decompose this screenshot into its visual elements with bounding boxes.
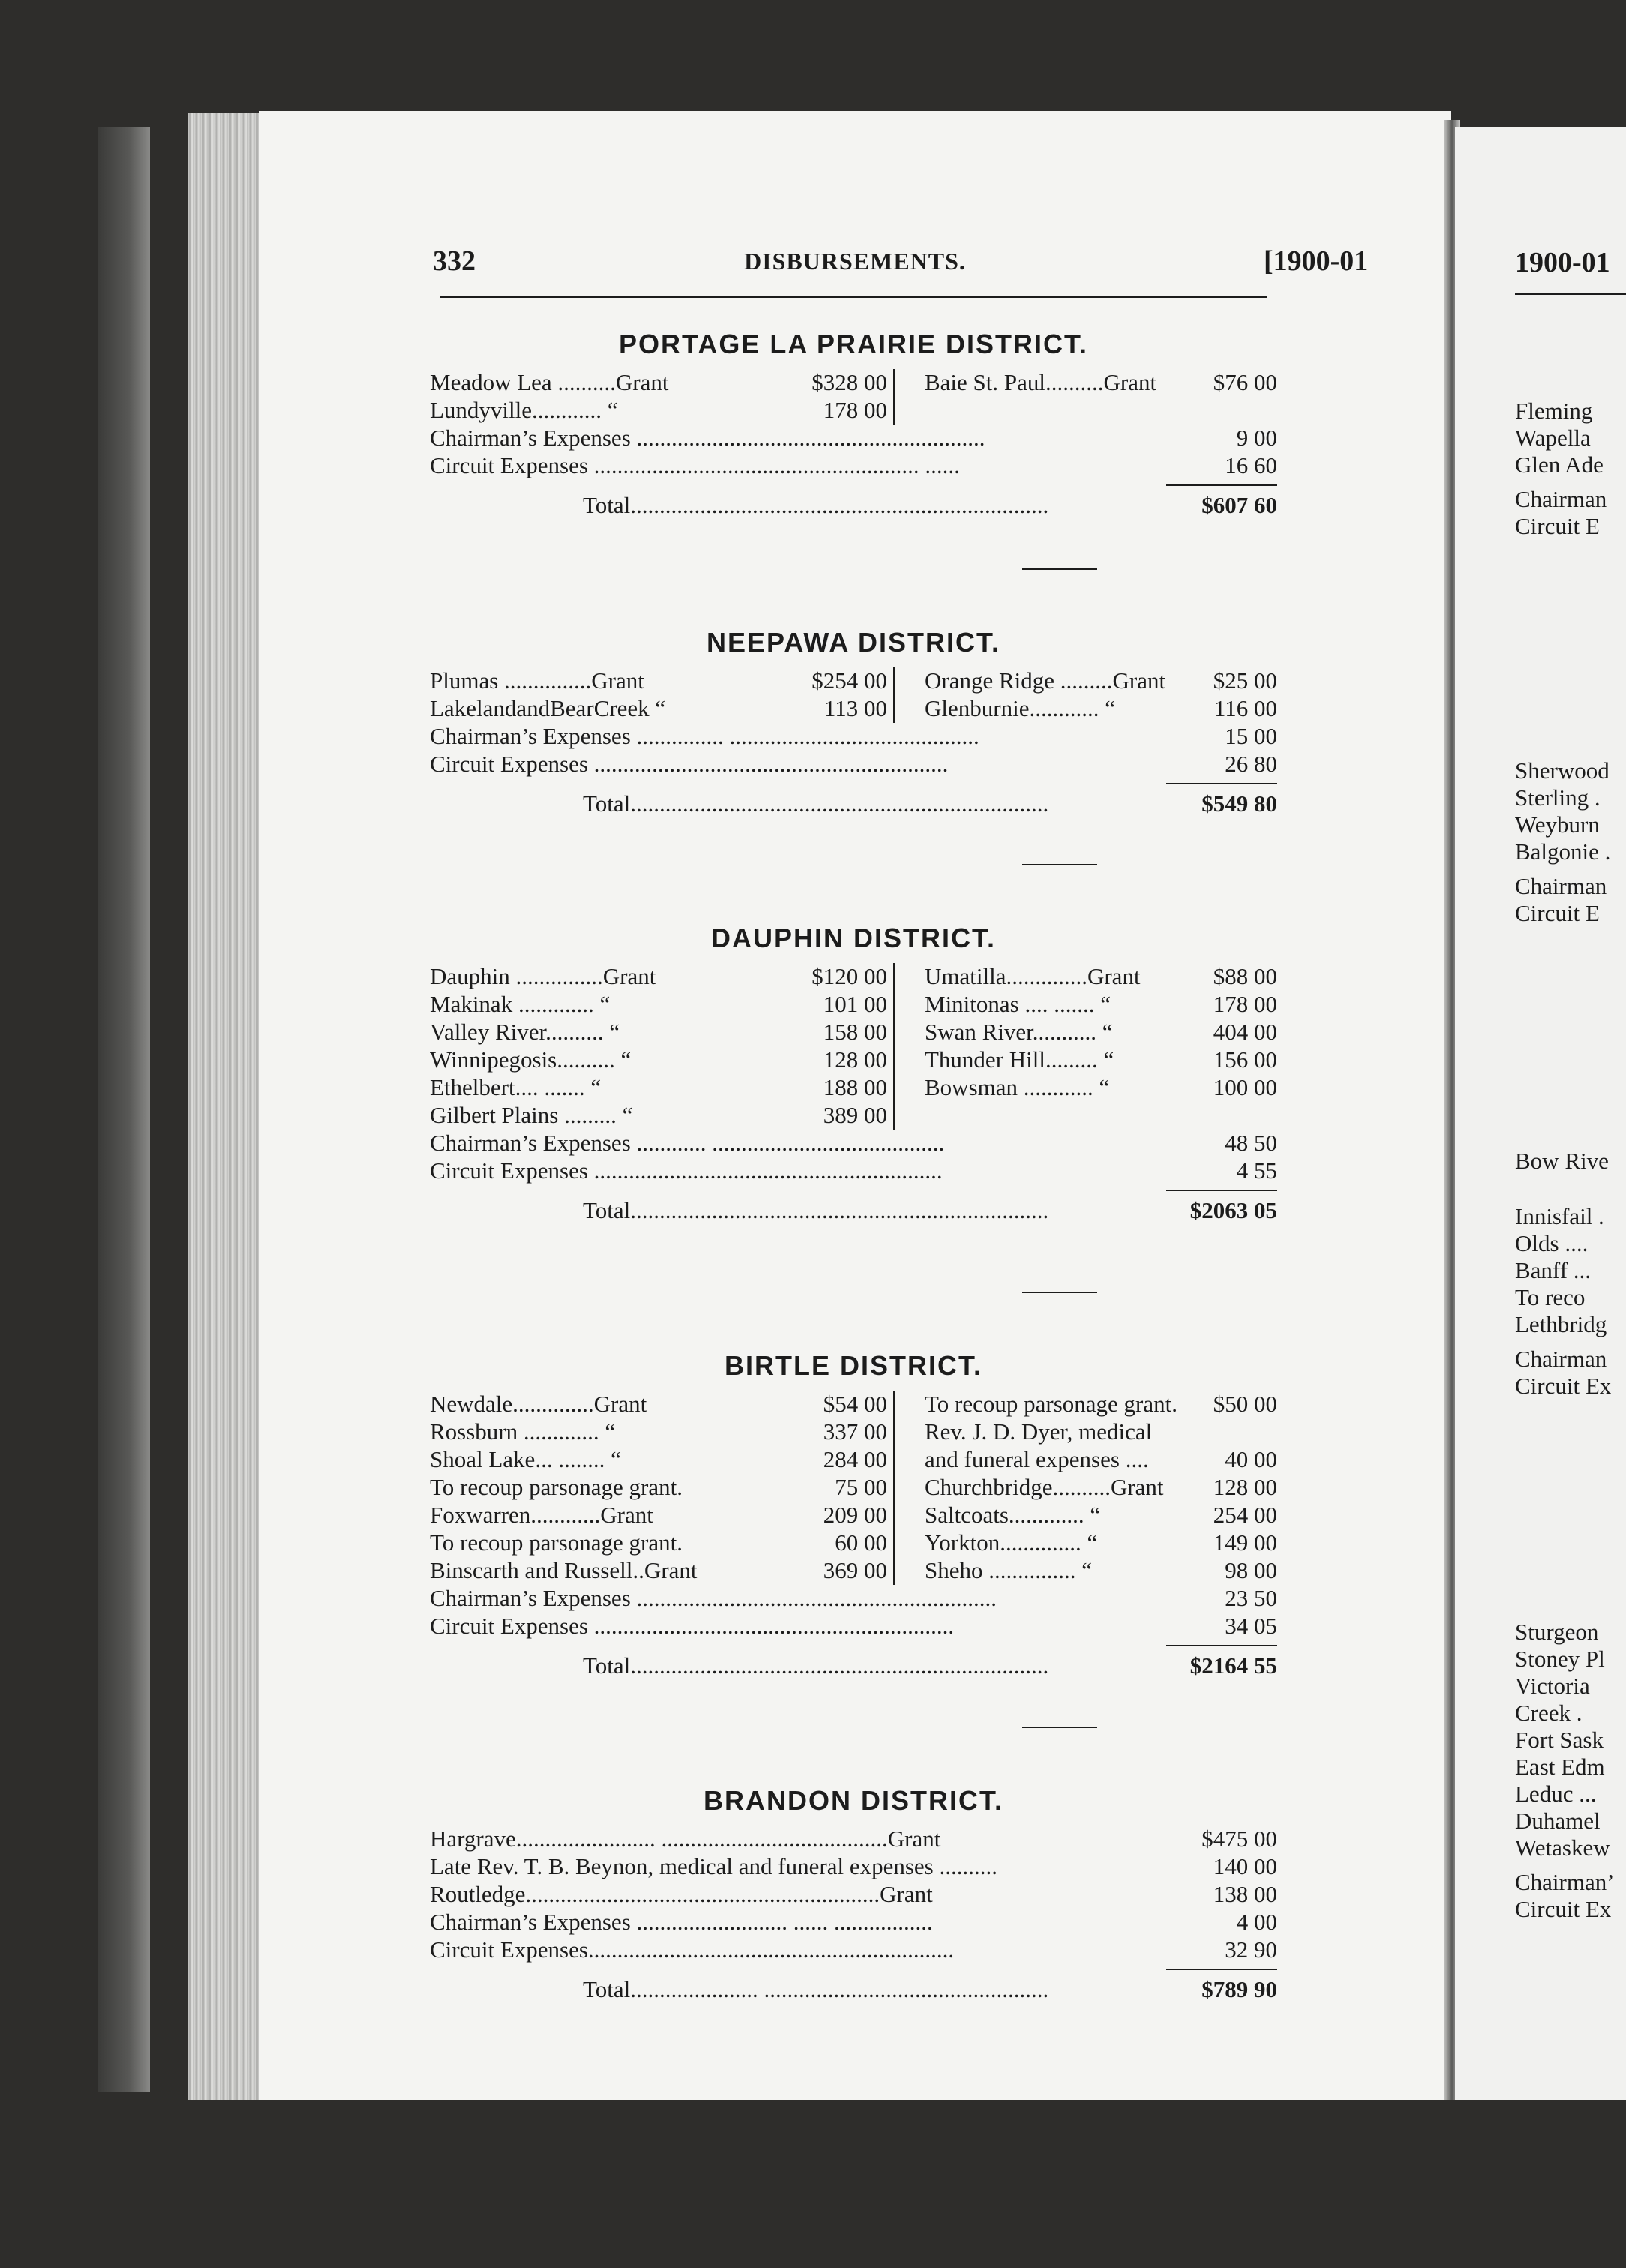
expense-row <box>430 1826 1277 1853</box>
total-rule-wrap <box>430 778 1277 790</box>
right-page-entry: Chairman <box>1515 1346 1607 1372</box>
right-grant-label: Glenburnie............ “ <box>925 695 1115 722</box>
right-grant-amount: $50 00 <box>1213 1390 1277 1417</box>
district-section <box>430 1785 1277 2009</box>
left-grant-amount: $54 00 <box>823 1390 887 1417</box>
left-grant-label: Shoal Lake... ........ “ <box>430 1446 621 1472</box>
left-grant-amount: 178 00 <box>823 397 887 423</box>
header-rule <box>440 296 1267 298</box>
expense-row <box>430 1585 1277 1612</box>
right-page-entry: Wapella <box>1515 424 1591 451</box>
expense-label: Chairman’s Expenses ............................................................ <box>430 424 986 451</box>
column-divider <box>893 1418 895 1446</box>
column-divider <box>893 397 895 424</box>
right-grant-label: Orange Ridge .........Grant <box>925 668 1166 694</box>
left-grant-amount: $328 00 <box>812 369 887 395</box>
district-title: BRANDON DISTRICT. <box>704 1785 1004 1816</box>
right-page-entry: Victoria <box>1515 1672 1590 1699</box>
total-row <box>430 1197 1277 1230</box>
column-divider <box>893 1074 895 1102</box>
right-page-entry: Sterling . <box>1515 784 1600 811</box>
right-grant-label: Churchbridge..........Grant <box>925 1474 1164 1500</box>
grant-row <box>430 1502 1277 1529</box>
total-rule-wrap <box>430 1185 1277 1197</box>
right-grant-amount: $88 00 <box>1213 963 1277 989</box>
column-divider <box>893 369 895 397</box>
left-grant-label: Meadow Lea ..........Grant <box>430 369 669 395</box>
left-grant-label: To recoup parsonage grant. <box>430 1529 682 1556</box>
expense-label: Hargrave........................ .......................................Grant <box>430 1826 941 1852</box>
left-grant-amount: 337 00 <box>823 1418 887 1444</box>
left-grant-label: LakelandandBearCreek “ <box>430 695 666 722</box>
page-edges <box>188 112 262 2100</box>
right-page-entry: Fleming <box>1515 398 1593 424</box>
right-grant-label: Swan River........... “ <box>925 1018 1113 1045</box>
left-grant-amount: 101 00 <box>823 991 887 1017</box>
left-grant-label: Dauphin ...............Grant <box>430 963 656 989</box>
right-grant-label: Yorkton.............. “ <box>925 1529 1098 1556</box>
grant-row <box>430 963 1277 991</box>
right-grant-amount: $76 00 <box>1213 369 1277 395</box>
expense-amount: 4 55 <box>1236 1157 1277 1184</box>
total-amount: $789 90 <box>1202 1976 1277 2002</box>
column-divider <box>893 991 895 1018</box>
right-page-entry: Balgonie . <box>1515 838 1611 865</box>
right-page-entry: Chairman <box>1515 873 1607 899</box>
right-page-entry: Circuit E <box>1515 513 1600 539</box>
total-rule <box>1166 1645 1277 1646</box>
column-divider <box>893 963 895 991</box>
total-label: Total...................... ................................................. <box>583 1976 1049 2002</box>
total-label: Total........................................................................ <box>583 1652 1049 1678</box>
left-grant-label: Rossburn ............. “ <box>430 1418 616 1444</box>
expense-row <box>430 751 1277 778</box>
expense-amount: 48 50 <box>1225 1130 1277 1156</box>
total-row <box>430 1652 1277 1685</box>
column-divider <box>893 1390 895 1418</box>
total-rule <box>1166 1190 1277 1191</box>
left-grant-amount: 60 00 <box>835 1529 887 1556</box>
section-separator <box>1022 864 1097 866</box>
right-grant-amount: 156 00 <box>1213 1046 1277 1072</box>
right-grant-label: Umatilla..............Grant <box>925 963 1141 989</box>
grant-row <box>430 1390 1277 1418</box>
right-page-entry: Innisfail . <box>1515 1203 1604 1229</box>
expense-amount: 23 50 <box>1225 1585 1277 1611</box>
expense-amount: 26 80 <box>1225 751 1277 777</box>
expense-label: Circuit Expenses............................................................... <box>430 1936 955 1963</box>
expense-amount: 140 00 <box>1213 1853 1277 1880</box>
right-page-entry: East Edm <box>1515 1754 1605 1780</box>
right-grant-amount: 128 00 <box>1213 1474 1277 1500</box>
right-grant-amount: 116 00 <box>1214 695 1277 722</box>
right-page-entry: Leduc ... <box>1515 1780 1597 1807</box>
expense-label: Chairman’s Expenses ............... ........................................... <box>430 723 980 749</box>
right-grant-amount: 100 00 <box>1213 1074 1277 1100</box>
grant-row <box>430 991 1277 1018</box>
expense-amount: 9 00 <box>1236 424 1277 451</box>
expense-row <box>430 1853 1277 1881</box>
grant-row <box>430 1074 1277 1102</box>
left-grant-amount: 209 00 <box>823 1502 887 1528</box>
right-grant-amount: 254 00 <box>1213 1502 1277 1528</box>
right-page-entry: Circuit Ex <box>1515 1896 1612 1922</box>
expense-label: Chairman’s Expenses .......................... ...... ................. <box>430 1909 933 1935</box>
expense-row <box>430 1936 1277 1964</box>
left-grant-label: To recoup parsonage grant. <box>430 1474 682 1500</box>
section-separator <box>1022 1292 1097 1293</box>
right-grant-label: Bowsman ............ “ <box>925 1074 1110 1100</box>
expense-row <box>430 723 1277 751</box>
right-page-entry: To reco <box>1515 1284 1586 1310</box>
right-grant-label: Rev. J. D. Dyer, medical <box>925 1418 1153 1444</box>
total-amount: $2063 05 <box>1190 1197 1277 1223</box>
left-grant-label: Plumas ...............Grant <box>430 668 644 694</box>
total-amount: $607 60 <box>1202 492 1277 518</box>
right-grant-amount: 98 00 <box>1225 1557 1277 1583</box>
total-rule <box>1166 783 1277 784</box>
right-page-entry: Sturgeon <box>1515 1618 1599 1645</box>
grant-row <box>430 1529 1277 1557</box>
grant-row <box>430 1018 1277 1046</box>
column-divider <box>893 1046 895 1074</box>
total-row <box>430 492 1277 525</box>
grant-row <box>430 1418 1277 1446</box>
expense-row <box>430 1909 1277 1936</box>
grant-row <box>430 1102 1277 1130</box>
district-title: DAUPHIN DISTRICT. <box>710 922 996 953</box>
expense-row <box>430 1130 1277 1157</box>
left-grant-amount: $120 00 <box>812 963 887 989</box>
right-grant-label: Sheho ............... “ <box>925 1557 1093 1583</box>
left-grant-amount: 75 00 <box>835 1474 887 1500</box>
total-amount: $549 80 <box>1202 790 1277 817</box>
expense-amount: $475 00 <box>1202 1826 1277 1852</box>
grant-row <box>430 397 1277 424</box>
column-divider <box>893 1446 895 1474</box>
grant-row <box>430 369 1277 397</box>
expense-row <box>430 452 1277 480</box>
column-divider <box>893 1474 895 1502</box>
expense-amount: 32 90 <box>1225 1936 1277 1963</box>
left-grant-amount: 369 00 <box>823 1557 887 1583</box>
expense-label: Circuit Expenses ............................................................ <box>430 1157 943 1184</box>
right-grant-amount: 149 00 <box>1213 1529 1277 1556</box>
column-divider <box>893 1502 895 1529</box>
right-grant-label: Baie St. Paul..........Grant <box>925 369 1157 395</box>
right-header-rule <box>1515 292 1626 295</box>
left-grant-amount: 113 00 <box>824 695 887 722</box>
expense-label: Circuit Expenses ............................................................. <box>430 751 949 777</box>
right-page-entry: Bow Rive <box>1515 1148 1609 1174</box>
right-grant-label: and funeral expenses .... <box>925 1446 1149 1472</box>
grant-row <box>430 695 1277 723</box>
page-number: 332 <box>433 245 476 277</box>
total-rule-wrap <box>430 480 1277 492</box>
section-separator <box>1022 568 1097 570</box>
expense-amount: 4 00 <box>1236 1909 1277 1935</box>
column-divider <box>893 1018 895 1046</box>
expense-amount: 138 00 <box>1213 1881 1277 1907</box>
expense-label: Circuit Expenses ........................................................ ...... <box>430 452 960 478</box>
right-grant-amount: 404 00 <box>1213 1018 1277 1045</box>
right-grant-label: Saltcoats............. “ <box>925 1502 1101 1528</box>
left-grant-amount: 188 00 <box>823 1074 887 1100</box>
right-page-entry: Glen Ade <box>1515 452 1604 478</box>
right-grant-amount: 40 00 <box>1225 1446 1277 1472</box>
district-title: NEEPAWA DISTRICT. <box>706 627 1001 658</box>
left-grant-amount: 158 00 <box>823 1018 887 1045</box>
total-label: Total........................................................................ <box>583 492 1049 518</box>
district-title: PORTAGE LA PRAIRIE DISTRICT. <box>618 328 1089 359</box>
book-spine-shadow <box>98 128 150 2092</box>
left-grant-amount: 128 00 <box>823 1046 887 1072</box>
right-page-entry: Weyburn <box>1515 812 1600 838</box>
expense-row <box>430 1612 1277 1640</box>
grant-row <box>430 668 1277 695</box>
total-amount: $2164 55 <box>1190 1652 1277 1678</box>
column-divider <box>893 1102 895 1130</box>
left-grant-label: Newdale..............Grant <box>430 1390 647 1417</box>
right-grant-amount: $25 00 <box>1213 668 1277 694</box>
grant-row <box>430 1046 1277 1074</box>
expense-label: Routledge.............................................................Grant <box>430 1881 933 1907</box>
left-page <box>259 111 1451 2100</box>
right-page-entry: Duhamel <box>1515 1808 1600 1834</box>
right-page-entry: Circuit E <box>1515 900 1600 926</box>
right-grant-label: Minitonas .... ....... “ <box>925 991 1111 1017</box>
right-grant-amount: 178 00 <box>1213 991 1277 1017</box>
total-rule <box>1166 484 1277 486</box>
right-page-header: 1900-01 <box>1515 247 1610 278</box>
total-label: Total........................................................................ <box>583 1197 1049 1223</box>
expense-row <box>430 1157 1277 1185</box>
total-row <box>430 790 1277 824</box>
total-rule <box>1166 1969 1277 1970</box>
left-grant-label: Ethelbert.... ....... “ <box>430 1074 602 1100</box>
right-page-entry: Circuit Ex <box>1515 1372 1612 1399</box>
left-grant-label: Valley River.......... “ <box>430 1018 620 1045</box>
total-label: Total........................................................................ <box>583 790 1049 817</box>
running-head: DISBURSEMENTS. <box>744 248 966 274</box>
expense-label: Circuit Expenses .............................................................. <box>430 1612 955 1639</box>
right-grant-label: Thunder Hill......... “ <box>925 1046 1114 1072</box>
right-page-entry: Lethbridg <box>1515 1311 1607 1337</box>
district-title: BIRTLE DISTRICT. <box>724 1350 982 1381</box>
right-page-entry: Sherwood <box>1515 758 1610 784</box>
expense-amount: 15 00 <box>1225 723 1277 749</box>
left-grant-label: Foxwarren............Grant <box>430 1502 653 1528</box>
left-grant-label: Gilbert Plains ......... “ <box>430 1102 633 1128</box>
expense-label: Chairman’s Expenses .............................................................. <box>430 1585 998 1611</box>
district-section <box>430 1350 1277 1685</box>
expense-label: Late Rev. T. B. Beynon, medical and funeral expenses .......... <box>430 1853 998 1880</box>
grant-row <box>430 1557 1277 1585</box>
left-grant-label: Winnipegosis.......... “ <box>430 1046 632 1072</box>
grant-row <box>430 1446 1277 1474</box>
expense-label: Chairman’s Expenses ............ ........................................ <box>430 1130 945 1156</box>
column-divider <box>893 1557 895 1585</box>
left-grant-label: Binscarth and Russell..Grant <box>430 1557 698 1583</box>
total-rule-wrap <box>430 1964 1277 1976</box>
district-section <box>430 328 1277 525</box>
right-page-entry: Creek . <box>1515 1700 1582 1726</box>
right-page-entry: Banff ... <box>1515 1257 1592 1283</box>
running-year: [1900-01 <box>1264 245 1369 277</box>
column-divider <box>893 668 895 695</box>
right-page-entry: Olds .... <box>1515 1230 1588 1256</box>
right-page-entry: Fort Sask <box>1515 1726 1604 1753</box>
total-row <box>430 1976 1277 2009</box>
expense-row <box>430 1881 1277 1909</box>
left-grant-label: Lundyville............ “ <box>430 397 618 423</box>
district-section <box>430 922 1277 1230</box>
section-separator <box>1022 1726 1097 1728</box>
expense-amount: 16 60 <box>1225 452 1277 478</box>
right-page-entry: Chairman <box>1515 486 1607 512</box>
expense-row <box>430 424 1277 452</box>
column-divider <box>893 1529 895 1557</box>
grant-row <box>430 1474 1277 1502</box>
column-divider <box>893 695 895 723</box>
district-section <box>430 627 1277 824</box>
left-grant-amount: 389 00 <box>823 1102 887 1128</box>
right-page <box>1455 128 1626 2100</box>
right-grant-label: To recoup parsonage grant. <box>925 1390 1178 1417</box>
right-page-entry: Wetaskew <box>1515 1834 1610 1861</box>
right-page-entry: Stoney Pl <box>1515 1646 1605 1672</box>
left-grant-label: Makinak ............. “ <box>430 991 610 1017</box>
left-grant-amount: $254 00 <box>812 668 887 694</box>
left-grant-amount: 284 00 <box>823 1446 887 1472</box>
total-rule-wrap <box>430 1640 1277 1652</box>
right-page-entry: Chairman’ <box>1515 1869 1615 1895</box>
expense-amount: 34 05 <box>1225 1612 1277 1639</box>
